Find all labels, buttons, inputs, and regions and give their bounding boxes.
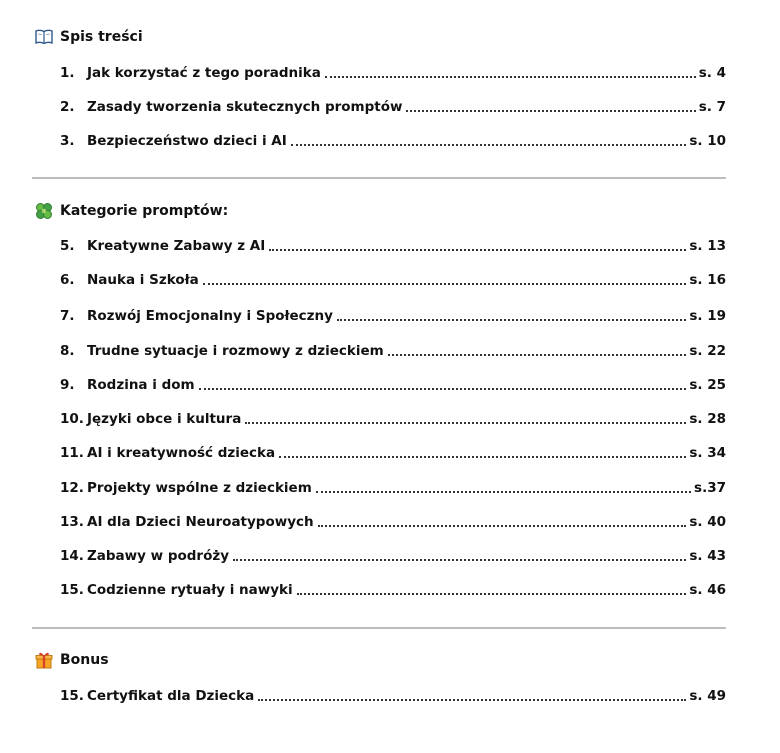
category-item[interactable]: 14. Zabawy w podróży s. 43 [60,548,726,564]
category-item[interactable]: 11. AI i kreatywność dziecka s. 34 [60,445,726,461]
page-number: s. 25 [689,377,726,393]
page-number: s.37 [694,480,726,496]
dot-leader [291,144,687,146]
dot-leader [203,283,687,285]
category-item[interactable]: 12. Projekty wspólne z dzieckiem s.37 [60,480,726,496]
page-number: s. 28 [689,411,726,427]
bonus-item[interactable]: 15. Certyfikat dla Dziecka s. 49 [60,688,726,704]
page-number: s. 16 [689,272,726,288]
dot-leader [297,593,687,595]
category-item-title: Trudne sytuacje i rozmowy z dzieckiem [87,343,384,359]
bonus-item-title: Certyfikat dla Dziecka [87,688,255,704]
toc-item-title: Jak korzystać z tego poradnika [87,65,321,81]
toc-item-title: Bezpieczeństwo dzieci i AI [87,133,287,149]
page-number: s. 49 [689,688,726,704]
dot-leader [316,491,691,493]
category-item-title: AI i kreatywność dziecka [87,445,276,461]
page-number: s. 43 [689,548,726,564]
section-divider [32,177,726,179]
category-item[interactable]: 9. Rodzina i dom s. 25 [60,377,726,393]
bonus-heading [34,650,109,670]
dot-leader [325,76,696,78]
page-number: s. 22 [689,343,726,359]
category-item[interactable]: 13. AI dla Dzieci Neuroatypowych s. 40 [60,514,726,530]
category-item[interactable]: 15. Codzienne rytuały i nawyki s. 46 [60,582,726,598]
dot-leader [337,319,686,321]
dot-leader [199,388,687,390]
dot-leader [318,525,687,527]
toc-item[interactable]: 3. Bezpieczeństwo dzieci i AI s. 10 [60,133,726,149]
page-number: s. 4 [698,65,726,81]
page-number: s. 46 [689,582,726,598]
dot-leader [233,559,686,561]
category-item-title: Języki obce i kultura [87,411,242,427]
page-number: s. 19 [689,308,726,324]
category-item[interactable]: 6. Nauka i Szkoła s. 16 [60,272,726,288]
gift-icon [34,650,54,670]
page-number: s. 7 [698,99,726,115]
section-divider [32,627,726,629]
dot-leader [269,249,686,251]
category-item[interactable]: 5. Kreatywne Zabawy z AI s. 13 [60,238,726,254]
dot-leader [388,354,687,356]
puzzle-icon [34,201,54,221]
category-item[interactable]: 7. Rozwój Emocjonalny i Społeczny s. 19 [60,308,726,324]
category-item-title: Kreatywne Zabawy z AI [87,238,266,254]
page-number: s. 34 [689,445,726,461]
toc-item[interactable]: 1. Jak korzystać z tego poradnika s. 4 [60,65,726,81]
category-item[interactable]: 8. Trudne sytuacje i rozmowy z dzieckiem s. 22 [60,343,726,359]
category-item-title: Codzienne rytuały i nawyki [87,582,293,598]
categories-heading-label: Kategorie promptów: [60,203,229,219]
dot-leader [245,422,686,424]
category-item-title: Nauka i Szkoła [87,272,199,288]
dot-leader [258,699,686,701]
categories-heading [34,201,228,221]
toc-item[interactable]: 2. Zasady tworzenia skutecznych promptów s. 7 [60,99,726,115]
category-item-title: Zabawy w podróży [87,548,230,564]
book-icon [34,27,54,47]
page-number: s. 10 [689,133,726,149]
category-item[interactable]: 10. Języki obce i kultura s. 28 [60,411,726,427]
page-number: s. 13 [689,238,726,254]
category-item-title: Rodzina i dom [87,377,195,393]
page-number: s. 40 [689,514,726,530]
dot-leader [406,110,695,112]
toc-heading-label: Spis treści [60,29,143,45]
category-item-title: Rozwój Emocjonalny i Społeczny [87,308,333,324]
toc-item-title: Zasady tworzenia skutecznych promptów [87,99,403,115]
category-item-title: AI dla Dzieci Neuroatypowych [87,514,314,530]
toc-heading [34,27,143,47]
bonus-heading-label: Bonus [60,652,109,668]
category-item-title: Projekty wspólne z dzieckiem [87,480,312,496]
dot-leader [279,456,686,458]
